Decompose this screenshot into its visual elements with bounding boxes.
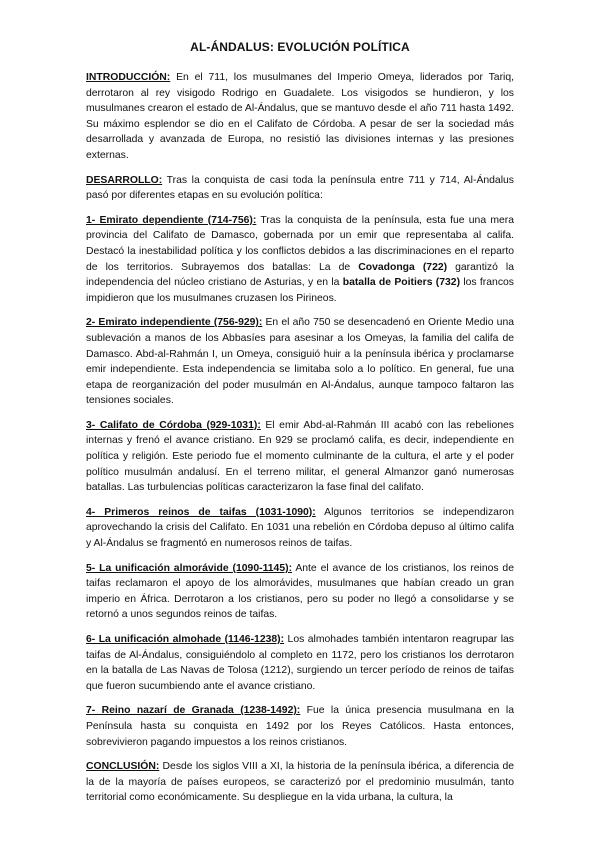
section-5-text: Ante el avance de los cristianos, los reinos de taifas reclamaron el apoyo de los almorávides, musulmanes que habían creado un gran imperio en África. Derrotaron a los cristianos, pero su poder no llegó a consolidarse y se retornó a unos segundos reinos de taifas. (86, 562, 514, 621)
intro-text: En el 711, los musulmanes del Imperio Omeya, liderados por Tariq, derrotaron al rey visigodo Rodrigo en Guadalete. Los visigodos se hundieron, y los musulmanes crearon el estado de Al-Ándalus, que se mantuvo desde el año 711 hasta 1492. Su máximo esplendor se dio en el Califato de Córdoba. A pesar de ser la sociedad más desarrollada y avanzada de Europa, no resistió las divisiones internas y las presiones externas. (86, 72, 514, 161)
section-5-paragraph (86, 561, 514, 623)
section-2-paragraph (86, 315, 514, 409)
section-6-paragraph (86, 632, 514, 694)
desarrollo-text: Tras la conquista de casi toda la península entre 711 y 714, Al-Ándalus pasó por diferentes etapas en su evolución política: (86, 174, 514, 202)
section-1-text-b: garantizó la independencia del núcleo cristiano de Asturias, y en la (86, 261, 514, 289)
section-7-text: Fue la única presencia musulmana en la Península hasta su conquista en 1492 por los Reyes Católicos. Hasta entonces, sobrevivieron pagando impuestos a los reinos cristianos. (86, 705, 514, 748)
desarrollo-paragraph (86, 173, 514, 204)
section-6-heading: 6- La unificación almohade (1146-1238): (86, 634, 285, 645)
covadonga-bold: Covadonga (722) (358, 261, 448, 273)
conclusion-heading: CONCLUSIÓN: (86, 761, 160, 773)
section-4-paragraph (86, 505, 514, 552)
conclusion-text: Desde los siglos VIII a XI, la historia de la península ibérica, a diferencia de la de la mayoría de países europeos, se caracterizó por el predominio musulmán, tanto territorial como económicamente. Su despliegue en la vida urbana, la cultura, la (86, 761, 514, 804)
desarrollo-heading: DESARROLLO: (86, 174, 163, 186)
section-1-text-c: los francos impidieron que los musulmanes cruzasen los Pirineos. (86, 277, 514, 304)
conclusion-paragraph (86, 759, 514, 806)
section-2-heading: 2- Emirato independiente (756-929): (86, 317, 263, 329)
section-7-paragraph (86, 703, 514, 750)
section-3-heading: 3- Califato de Córdoba (929-1031): (86, 419, 261, 431)
intro-paragraph (86, 70, 514, 164)
section-1-text-a: Tras la conquista de la península, esta fue una mera provincia del Califato de Damasco, gobernada por un emir que representaba al califa. Destacó la inestabilidad política y los conflictos debidos a las discriminaciones en el reparto de los territorios. Subrayemos dos batallas: La de (86, 214, 514, 273)
section-4-heading: 4- Primeros reinos de taifas (1031-1090): (86, 506, 316, 518)
section-1-heading: 1- Emirato dependiente (714-756): (86, 214, 257, 226)
section-1-paragraph (86, 213, 514, 307)
intro-heading: INTRODUCCIÓN: (86, 72, 171, 83)
section-4-text: Algunos territorios se independizaron aprovechando la crisis del Califato. En 1031 una rebelión en Córdoba depuso al último califa y Al-Ándalus se fragmentó en numerosos reinos de taifas. (86, 506, 514, 550)
poitiers-bold: batalla de Poitiers (732) (342, 277, 461, 289)
section-6-text: Los almohades también intentaron reagrupar las taifas de Al-Ándalus, consiguiéndolo al completo en 1172, pero los cristianos los derrotaron en la batalla de Las Navas de Tolosa (1212), surgiendo un tercer período de reinos de taifas que fueron sucumbiendo ante el avance cristiano. (86, 634, 514, 692)
page-title: AL-ÁNDALUS: EVOLUCIÓN POLÍTICA (190, 40, 410, 54)
section-3-text: El emir Abd-al-Rahmán III acabó con las rebeliones internas y frenó el avance cristiano. En 929 se proclamó califa, es decir, independiente en política y religión. Este periodo fue el momento culminante de la cultura, el arte y el poder político musulmán andalusí. En el terreno militar, el general Almanzor ganó numerosas batallas. Las turbulencias políticas caracterizaron la fase final del califato. (86, 419, 514, 494)
section-2-text: En el año 750 se desencadenó en Oriente Medio una sublevación a manos de los Abbasíes para asesinar a los Omeyas, la familia del califa de Damasco. Abd-al-Rahmán I, un Omeya, consiguió huir a la península ibérica y proclamarse emir independiente. Esta independencia se limitaba solo a lo político. En general, fue una etapa de reorganización del poder musulmán en Al-Ándalus, aunque tampoco faltaron las tensiones sociales. (86, 317, 515, 407)
section-7-heading: 7- Reino nazarí de Granada (1238-1492): (86, 705, 301, 717)
section-5-heading: 5- La unificación almorávide (1090-1145): (86, 562, 293, 574)
section-3-paragraph (86, 418, 514, 496)
